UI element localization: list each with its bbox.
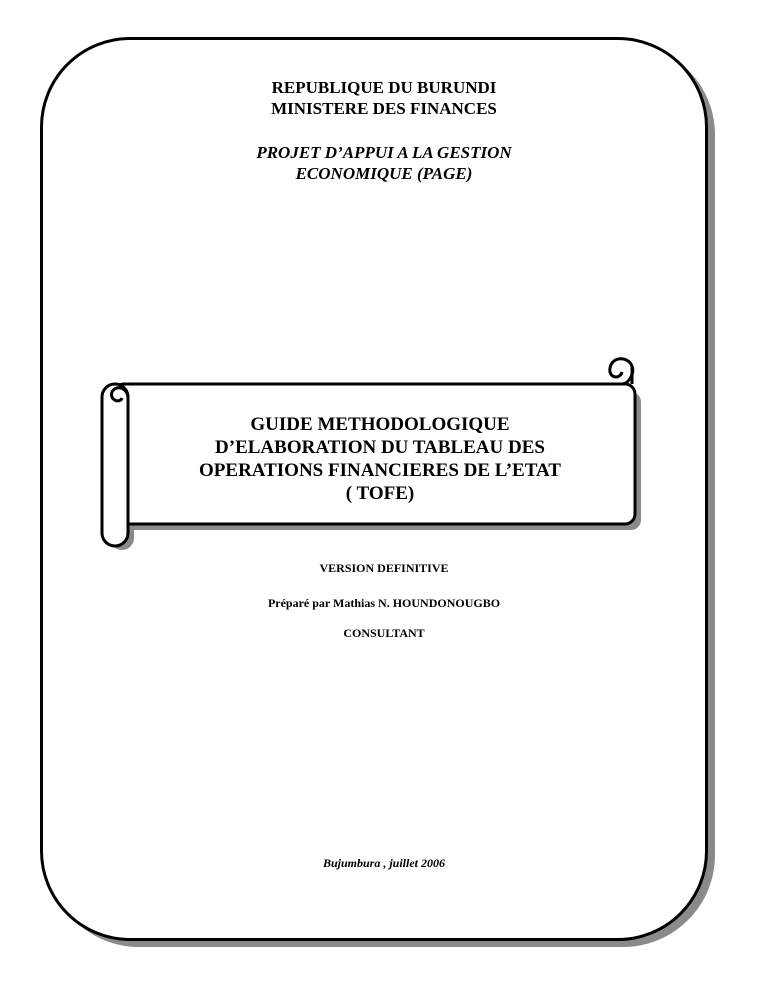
version-label: VERSION DEFINITIVE: [319, 561, 449, 575]
title-line-4: ( TOFE): [345, 483, 415, 504]
country-name: REPUBLIQUE DU BURUNDI: [271, 78, 497, 97]
project-line-2: ECONOMIQUE (PAGE): [295, 164, 473, 183]
prepared-by: Préparé par Mathias N. HOUNDONOUGBO: [267, 596, 501, 610]
role-label: CONSULTANT: [343, 626, 425, 640]
institution-header: [0, 77, 768, 119]
title-line-1: GUIDE METHODOLOGIQUE: [250, 414, 510, 435]
document-title: [130, 413, 630, 505]
title-line-2: D’ELABORATION DU TABLEAU DES: [215, 437, 545, 458]
project-name: [0, 142, 768, 184]
title-line-3: OPERATIONS FINANCIERES DE L’ETAT: [199, 460, 561, 481]
scroll-left-roll: [102, 384, 128, 546]
place-and-date: Bujumbura , juillet 2006: [322, 856, 446, 870]
scroll-right-curl: [610, 359, 633, 384]
project-line-1: PROJET D’APPUI A LA GESTION: [256, 143, 512, 162]
ministry-name: MINISTERE DES FINANCES: [271, 99, 497, 118]
